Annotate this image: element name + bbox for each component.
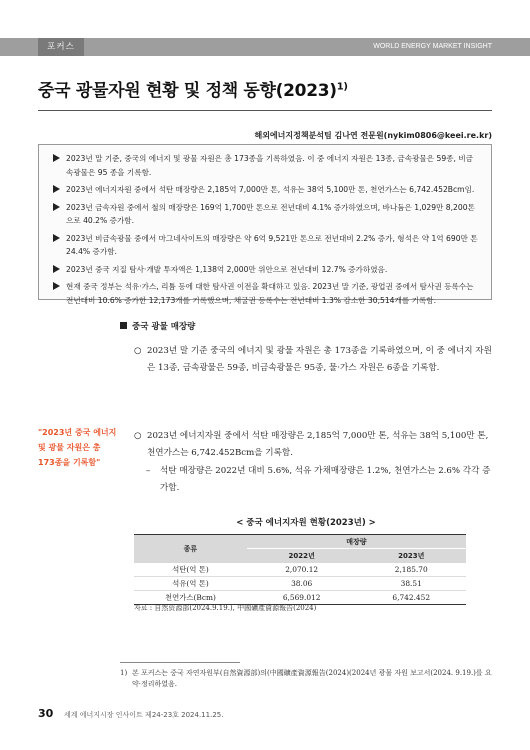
table-cell-value: 2,070.12 — [247, 563, 357, 577]
page-number: 30 — [38, 707, 54, 720]
footnote-text: 본 포커스는 중국 자연자원부(自然資源部)의(中國礦產資源報告(2024)(2024년 광물 자원 보고서(2024. 9.19.)를 요약·정리하였음. — [132, 669, 492, 688]
table-cell-name: 석탄(억 톤) — [134, 563, 247, 577]
summary-box — [38, 144, 492, 305]
footer-text: 세계 에너지시장 인사이트 제24-23호 2024.11.25. — [64, 711, 224, 719]
triangle-bullet-icon — [53, 234, 60, 242]
table-cell-name: 천연가스(Bcm) — [134, 591, 247, 605]
table-header-row — [134, 535, 466, 549]
summary-item — [53, 201, 479, 228]
table-cell-value: 38.06 — [247, 577, 357, 591]
summary-text: 2023년 중국 지질 탐사·개발 투자액은 1,138억 2,000만 위안으로 전년대비 12.7% 증가하였음. — [66, 264, 388, 274]
table-row — [134, 563, 466, 577]
summary-text: 2023년 금속자원 중에서 철의 매장량은 169억 1,700만 톤으로 전년대비 4.1% 증가하였으며, 바나듐은 1,029만 8,200톤으로 40.2% 증가함. — [66, 202, 475, 225]
table-row — [134, 577, 466, 591]
table-header-year: 2023년 — [356, 549, 466, 563]
page-title — [38, 76, 348, 101]
sub-paragraph — [146, 463, 492, 497]
pull-quote: "2023년 중국 에너지 및 광물 자원은 총 173종을 기록함" — [38, 428, 117, 467]
body-paragraph — [134, 343, 492, 377]
circle-bullet-icon: ○ — [134, 431, 142, 441]
summary-text: 2023년 말 기준, 중국의 에너지 및 광물 자원은 총 173종을 기록하였음. 이 중 에너지 자원은 13종, 금속광물은 59종, 비금속광물은 95 종을 기록함. — [66, 154, 474, 177]
title-divider — [38, 110, 492, 111]
table-header-reserve: 매장량 — [247, 535, 466, 549]
magazine-name: WORLD ENERGY MARKET INSIGHT — [373, 43, 492, 50]
title-text: 중국 광물자원 현황 및 정책 동향(2023) — [38, 81, 337, 101]
triangle-bullet-icon — [53, 203, 60, 211]
table-cell-name: 석유(억 톤) — [134, 577, 247, 591]
table-cell-value: 6,569.012 — [247, 591, 357, 605]
triangle-bullet-icon — [53, 185, 60, 193]
title-footnote-mark[interactable]: 1) — [336, 81, 348, 93]
summary-item — [53, 232, 479, 259]
table-header-kind: 종류 — [134, 535, 247, 563]
footnote-divider — [120, 662, 240, 663]
triangle-bullet-icon — [53, 282, 60, 290]
summary-text: 2023년 비금속광물 중에서 마그네사이트의 매장량은 약 6억 9,521만 톤으로 전년대비 2.2% 증가, 형석은 약 1억 690만 톤 24.4% 증가함. — [66, 233, 478, 256]
summary-item — [53, 183, 479, 197]
dash-bullet-icon: – — [146, 466, 151, 476]
footnote — [120, 668, 492, 690]
table-cell-value: 38.51 — [356, 577, 466, 591]
author-line: 해외에너지정책분석팀 김나연 전문원(nykim0806@keei.re.kr) — [254, 131, 492, 140]
body-paragraph-text: 2023년 말 기준 중국의 에너지 및 광물 자원은 총 173종을 기록하였으며, 이 중 에너지 자원은 13종, 금속광물은 59종, 비금속광물은 95종, 물·가스 자원은 6종을 기록함. — [147, 346, 492, 373]
table-cell-value: 6,742.452 — [356, 591, 466, 605]
energy-resources-table — [134, 534, 466, 605]
circle-bullet-icon: ○ — [134, 346, 142, 356]
summary-item — [53, 280, 479, 307]
triangle-bullet-icon — [53, 154, 60, 162]
table-header-year: 2022년 — [247, 549, 357, 563]
footnote-mark: 1) — [120, 669, 128, 677]
table-caption: < 중국 에너지자원 현황(2023년) > — [236, 518, 376, 528]
body-paragraph-text: 2023년 에너지자원 중에서 석탄 매장량은 2,185억 7,000만 톤, 석유는 38억 5,100만 톤, 천연가스는 6,742.452Bcm을 기록함. — [147, 431, 489, 458]
summary-item — [53, 152, 479, 179]
body-paragraph — [134, 428, 492, 462]
summary-item — [53, 263, 479, 277]
section-tag: 포커스 — [38, 38, 84, 56]
section-heading-text: 중국 광물 매장량 — [132, 322, 196, 332]
section-heading — [120, 320, 195, 332]
table-cell-value: 2,185.70 — [356, 563, 466, 577]
square-bullet-icon — [120, 322, 127, 329]
table-source: 자료 : 自然资源部(2024.9.19.), 中國礦產資源報告(2024) — [134, 604, 317, 612]
triangle-bullet-icon — [53, 265, 60, 273]
summary-text: 현재 중국 정부는 석유·가스, 리튬 등에 대한 탐사권 이전을 확대하고 있음. 2023년 말 기준, 광업권 중에서 탐사권 등록수는 전년대비 10.6% 증가한 12,173개를 기록했으며, 채굴권 등록수는 전년대비 1.3% 감소한 30,514개를 기록함. — [66, 282, 474, 305]
summary-text: 2023년 에너지자원 중에서 석탄 매장량은 2,185억 7,000만 톤, 석유는 38억 5,100만 톤, 천연가스는 6,742.452Bcm임. — [66, 185, 475, 194]
sub-paragraph-text: 석탄 매장량은 2022년 대비 5.6%, 석유 가채매장량은 1.2%, 천연가스는 2.6% 각각 증가함. — [160, 466, 491, 493]
